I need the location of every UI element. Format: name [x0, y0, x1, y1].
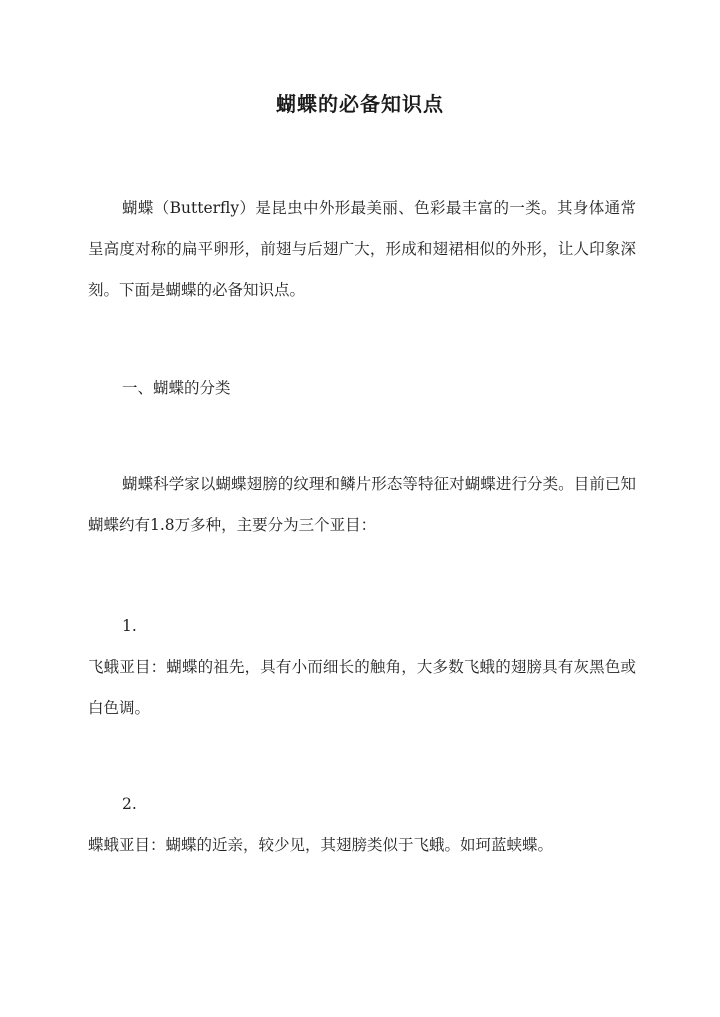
- section-heading: 一、蝴蝶的分类: [122, 379, 231, 397]
- intro-paragraph: 蝴蝶（Butterfly）是昆虫中外形最美丽、色彩最丰富的一类。其身体通常呈高度对称的扁平卵形，前翅与后翅广大，形成和翅裙相似的外形，让人印象深刻。下面是蝴蝶的必备知识点。: [88, 199, 636, 299]
- list-item-text: 蝶蛾亚目：蝴蝶的近亲，较少见，其翅膀类似于飞蛾。如珂蓝蛱蝶。: [88, 836, 554, 854]
- document-title: 蝴蝶的必备知识点: [276, 92, 444, 116]
- list-item-number: 2.: [122, 795, 137, 813]
- section-paragraph: 蝴蝶科学家以蝴蝶翅膀的纹理和鳞片形态等特征对蝴蝶进行分类。目前已知蝴蝶约有1.8万多种，主要分为三个亚目：: [88, 475, 636, 534]
- list-item-number: 1.: [122, 617, 137, 635]
- list-item-text: 飞蛾亚目：蝴蝶的祖先，具有小而细长的触角，大多数飞蛾的翅膀具有灰黑色或白色调。: [88, 658, 636, 717]
